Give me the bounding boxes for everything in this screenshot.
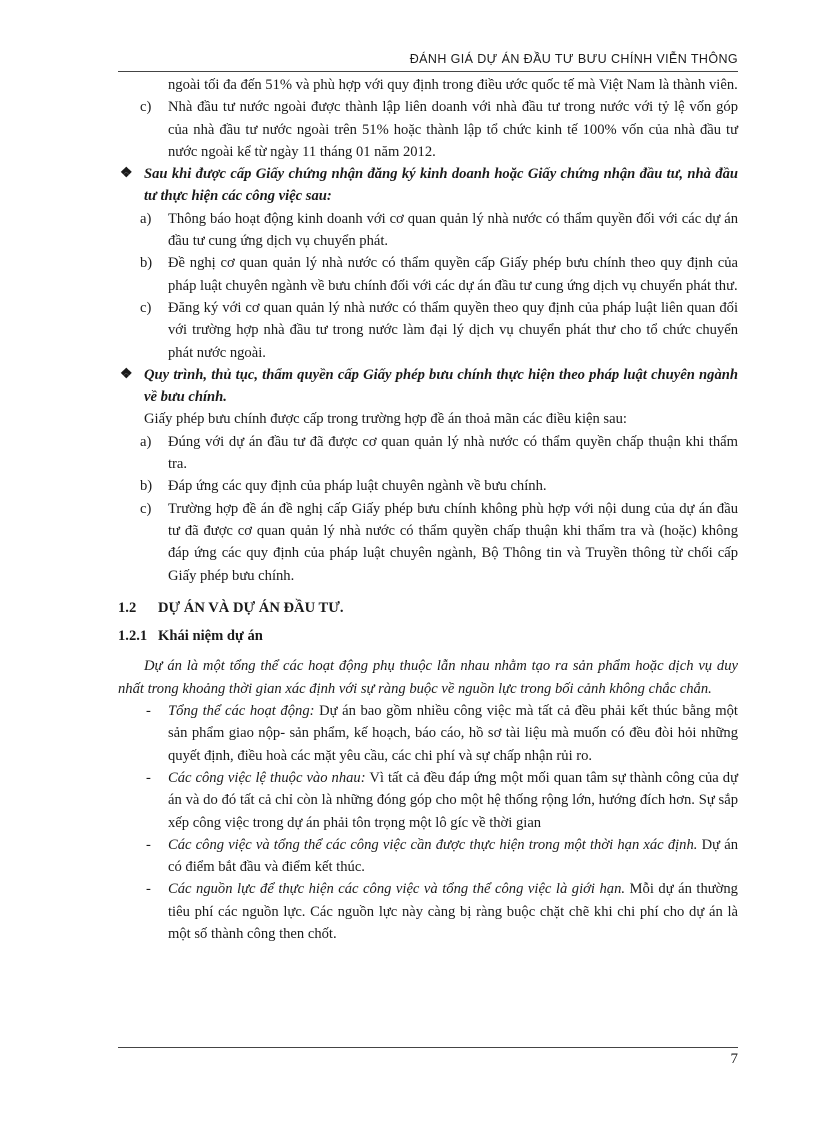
dash-item-term: Tổng thể các hoạt động: bbox=[168, 703, 315, 720]
heading-number: 1.2 bbox=[118, 599, 137, 616]
dash-item-text: Dự án bao gồm nhiều công việc mà tất cả đều phải kết thúc bằng một sản phẩm giao nộp- sản phẩm, kế hoạch, báo cáo, hồ sơ tài liệu mà muốn có đều đòi hỏi những quyết định, điều hoà các mặt yêu cầu, các chi phí và sự chấp nhận rủi ro. bbox=[168, 703, 738, 764]
list-item-text: Thông báo hoạt động kinh doanh với cơ quan quản lý nhà nước có thẩm quyền đối với các dự án đầu tư cung ứng dịch vụ chuyển phát. bbox=[168, 210, 738, 250]
list-item bbox=[118, 431, 738, 476]
footer-rule bbox=[118, 1047, 738, 1048]
list-item-text: Đúng với dự án đầu tư đã được cơ quan quản lý nhà nước có thẩm quyền chấp thuận khi thẩm tra. bbox=[168, 433, 738, 473]
dash-item-term: Các công việc lệ thuộc vào nhau: bbox=[168, 769, 366, 786]
list-marker: a) bbox=[140, 433, 152, 450]
section-lead: Giấy phép bưu chính được cấp trong trường hợp đề án thoả mãn các điều kiện sau: bbox=[144, 411, 627, 428]
dash-item bbox=[118, 767, 738, 834]
dash-marker: - bbox=[146, 836, 151, 853]
list-item-text: Đáp ứng các quy định của pháp luật chuyên ngành về bưu chính. bbox=[168, 478, 547, 495]
list-marker: a) bbox=[140, 210, 152, 227]
heading-title: Khái niệm dự án bbox=[158, 628, 263, 645]
list-marker: b) bbox=[140, 478, 153, 495]
list-item-text: Đề nghị cơ quan quản lý nhà nước có thẩm quyền cấp Giấy phép bưu chính theo quy định của pháp luật chuyên ngành về bưu chính đối với các dự án đầu tư cung ứng dịch vụ chuyển phát thư. bbox=[168, 255, 738, 294]
page-body bbox=[118, 74, 738, 945]
list-item bbox=[118, 297, 738, 364]
list-item bbox=[118, 208, 738, 253]
diamond-bullet-icon: ❖ bbox=[120, 366, 133, 382]
definition-paragraph: Dự án là một tổng thể các hoạt động phụ thuộc lẫn nhau nhằm tạo ra sản phẩm hoặc dịch vụ duy nhất trong khoảng thời gian xác định với sự ràng buộc về nguồn lực trong bối cảnh không chắc chắn. bbox=[118, 658, 738, 697]
list-item bbox=[118, 475, 738, 497]
dash-marker: - bbox=[146, 769, 151, 786]
running-header: ĐÁNH GIÁ DỰ ÁN ĐẦU TƯ BƯU CHÍNH VIỄN THÔNG bbox=[409, 52, 738, 66]
heading-level-2 bbox=[118, 597, 738, 619]
list-item-text: Nhà đầu tư nước ngoài được thành lập liên doanh với nhà đầu tư trong nước với tỷ lệ vốn góp của nhà đầu tư nước ngoài trên 51% hoặc thành lập tổ chức kinh tế 100% vốn của nhà đầu tư nước ngoài kể từ ngày 11 tháng 01 năm 2012. bbox=[168, 99, 738, 160]
dash-item-text: Vì tất cả đều đáp ứng một mối quan tâm sự thành công của dự án và do đó tất cả chỉ còn là những đóng góp cho một hệ thống rộng lớn, hướng đích hơn. Sự sắp xếp công việc trong dự án phải tôn trọng một lô gíc về thời gian bbox=[168, 769, 738, 831]
section-heading-text: Quy trình, thủ tục, thẩm quyền cấp Giấy phép bưu chính thực hiện theo pháp luật chuyên ngành về bưu chính. bbox=[144, 366, 738, 406]
section-heading-investor-tasks bbox=[118, 163, 738, 208]
continued-line: ngoài tối đa đến 51% và phù hợp với quy định trong điều ước quốc tế mà Việt Nam là thành viên. bbox=[168, 77, 738, 93]
heading-number: 1.2.1 bbox=[118, 628, 148, 645]
dash-item bbox=[118, 878, 738, 945]
dash-item-term: Các nguồn lực để thực hiện các công việc và tổng thể công việc là giới hạn. bbox=[168, 881, 626, 898]
section-heading-text: Sau khi được cấp Giấy chứng nhận đăng ký kinh doanh hoặc Giấy chứng nhận đầu tư, nhà đầu tư thực hiện các công việc sau: bbox=[144, 166, 738, 205]
dash-marker: - bbox=[146, 703, 151, 720]
list-item-text: Trường hợp đề án đề nghị cấp Giấy phép bưu chính không phù hợp với nội dung của dự án đầu tư đã được cơ quan quản lý nhà nước có thẩm quyền chấp thuận khi thẩm tra và (hoặc) không đáp ứng các quy định của pháp luật chuyên ngành, Bộ Thông tin và Truyền thông từ chối cấp Giấy phép bưu chính. bbox=[168, 500, 738, 584]
page-number: 7 bbox=[730, 1051, 738, 1067]
dash-item bbox=[118, 834, 738, 879]
list-item bbox=[118, 96, 738, 163]
list-item-text: Đăng ký với cơ quan quản lý nhà nước có thẩm quyền theo quy định của pháp luật liên quan đối với trường hợp nhà đầu tư trong nước làm đại lý dịch vụ chuyển phát thư cho tổ chức chuyển phát nước ngoài. bbox=[168, 299, 738, 361]
dash-item-text: Dự án có điểm bắt đầu và điểm kết thúc. bbox=[168, 836, 738, 876]
dash-marker: - bbox=[146, 881, 151, 898]
header-rule bbox=[118, 71, 738, 72]
dash-item-text: Mỗi dự án thường tiêu phí các nguồn lực. Các nguồn lực này càng bị ràng buộc chặt chẽ khi chi phí cho dự án là một số thành công then chốt. bbox=[168, 881, 738, 942]
heading-level-3 bbox=[118, 625, 738, 647]
list-marker: c) bbox=[140, 500, 152, 517]
list-marker: b) bbox=[140, 255, 153, 272]
diamond-bullet-icon: ❖ bbox=[120, 166, 133, 182]
heading-title: DỰ ÁN VÀ DỰ ÁN ĐẦU TƯ. bbox=[158, 599, 344, 616]
section-heading-license-procedure bbox=[118, 364, 738, 409]
list-item bbox=[118, 498, 738, 587]
list-marker: c) bbox=[140, 99, 152, 116]
list-item bbox=[118, 252, 738, 297]
dash-item bbox=[118, 700, 738, 767]
dash-item-term: Các công việc và tổng thể các công việc cần được thực hiện trong một thời hạn xác định. bbox=[168, 836, 698, 853]
list-marker: c) bbox=[140, 299, 152, 316]
